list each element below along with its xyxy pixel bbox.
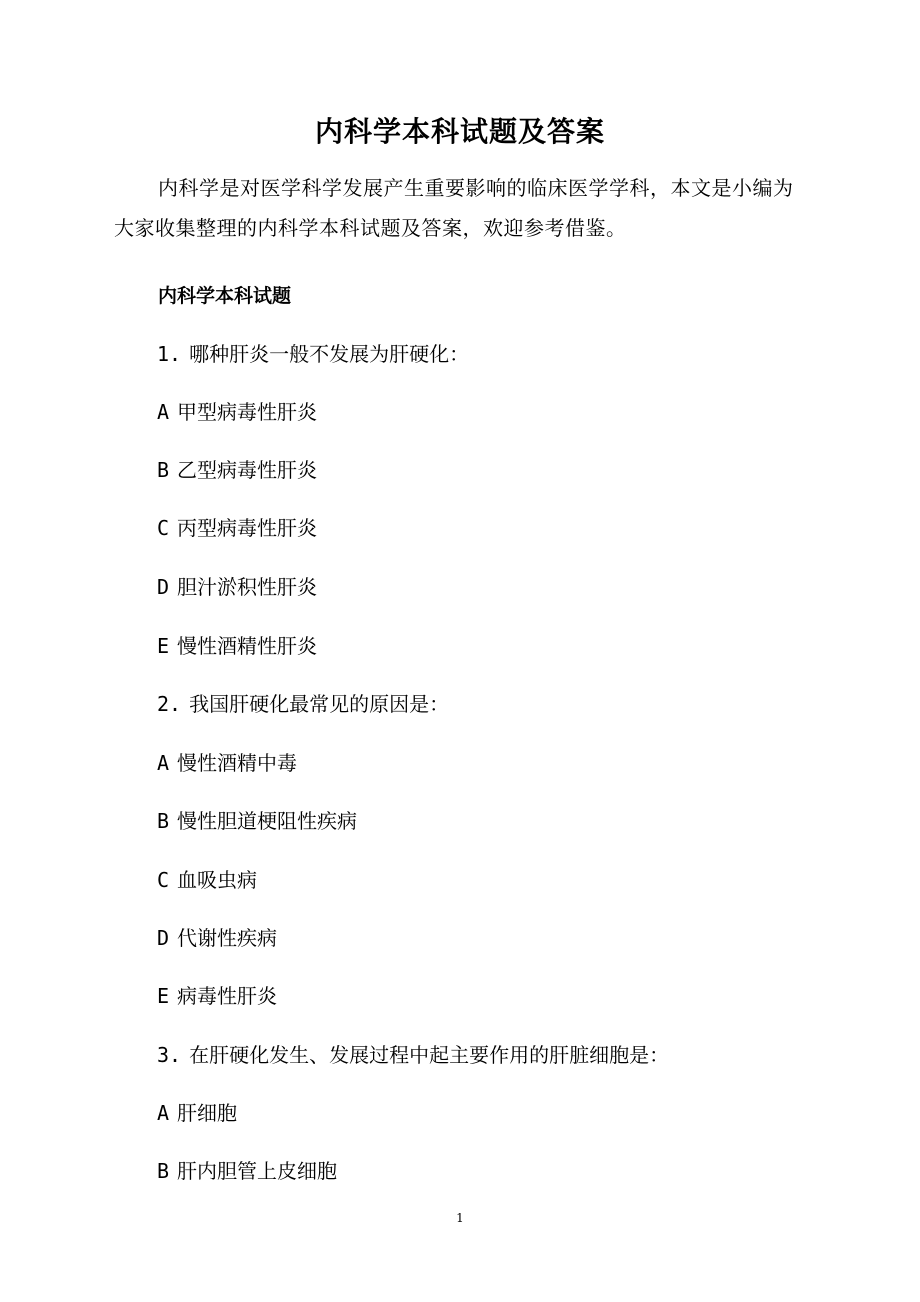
option-letter: B (157, 458, 170, 482)
option-text: 甲型病毒性肝炎 (177, 400, 318, 424)
option-letter: E (157, 984, 170, 1008)
option-text: 丙型病毒性肝炎 (177, 516, 318, 540)
option-text: 病毒性肝炎 (177, 984, 278, 1008)
document-title: 内科学本科试题及答案 (314, 115, 605, 148)
option-letter: C (157, 516, 170, 540)
option-letter: B (157, 1159, 170, 1183)
option-text: 代谢性疾病 (177, 926, 278, 950)
intro-paragraph (114, 168, 804, 248)
option-text: 肝内胆管上皮细胞 (177, 1159, 338, 1183)
question-2-option-e (157, 981, 277, 1011)
option-text: 慢性胆道梗阻性疾病 (177, 809, 358, 833)
question-1-option-d (157, 572, 317, 602)
question-1 (157, 339, 469, 369)
question-2-option-d (157, 923, 277, 953)
question-number: 3. (157, 1043, 182, 1067)
question-number: 2. (157, 692, 182, 716)
option-text: 胆汁淤积性肝炎 (177, 575, 318, 599)
option-text: 血吸虫病 (177, 868, 258, 892)
question-3 (157, 1040, 669, 1070)
option-text: 肝细胞 (177, 1101, 238, 1125)
option-letter: C (157, 868, 170, 892)
option-letter: A (157, 400, 170, 424)
question-3-option-a (157, 1098, 237, 1128)
option-text: 慢性酒精中毒 (177, 751, 298, 775)
question-1-option-e (157, 631, 317, 661)
question-1-option-a (157, 397, 317, 427)
option-text: 乙型病毒性肝炎 (177, 458, 318, 482)
question-number: 1. (157, 342, 182, 366)
option-letter: E (157, 634, 170, 658)
question-3-option-b (157, 1156, 337, 1186)
question-2-option-b (157, 806, 357, 836)
question-1-option-b (157, 455, 317, 485)
question-text: 我国肝硬化最常见的原因是： (189, 692, 450, 716)
option-letter: D (157, 575, 170, 599)
intro-text: 内科学是对医学科学发展产生重要影响的临床医学学科，本文是小编为大家收集整理的内科学本科试题及答案，欢迎参考借鉴。 (114, 176, 794, 240)
question-2-option-c (157, 865, 257, 895)
page-number: 1 (456, 1211, 464, 1225)
option-letter: B (157, 809, 170, 833)
question-text: 哪种肝炎一般不发展为肝硬化： (189, 342, 470, 366)
option-letter: D (157, 926, 170, 950)
question-2 (157, 689, 449, 719)
question-1-option-c (157, 513, 317, 543)
option-letter: A (157, 751, 170, 775)
option-text: 慢性酒精性肝炎 (177, 634, 318, 658)
option-letter: A (157, 1101, 170, 1125)
question-2-option-a (157, 748, 297, 778)
section-heading: 内科学本科试题 (158, 285, 292, 307)
question-text: 在肝硬化发生、发展过程中起主要作用的肝脏细胞是： (189, 1043, 670, 1067)
